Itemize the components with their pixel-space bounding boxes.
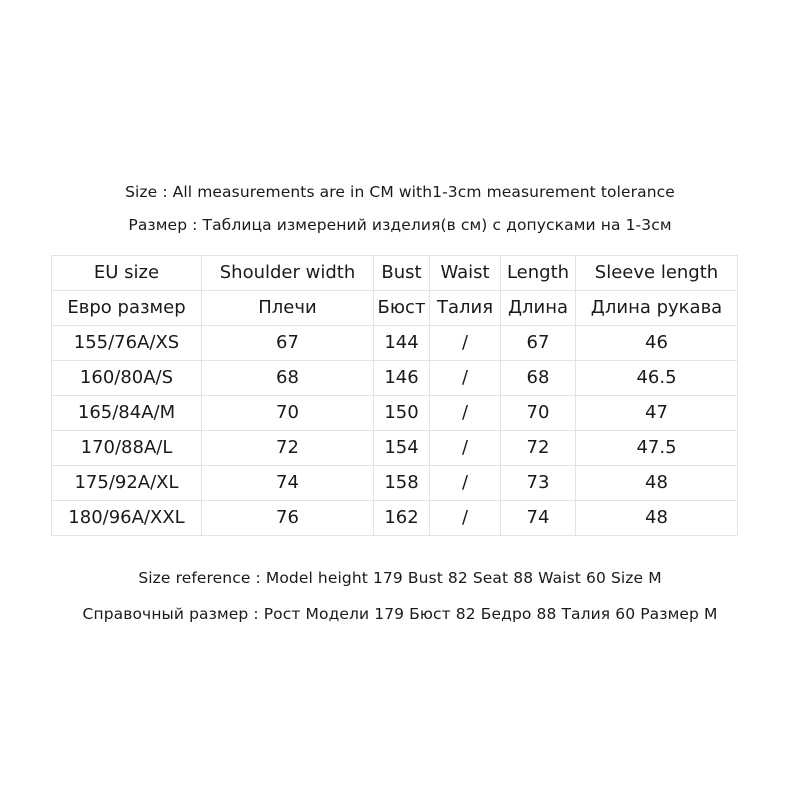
table-cell: 48 [576,466,738,501]
table-cell: 46 [576,326,738,361]
table-cell: / [430,326,501,361]
table-row [52,396,738,431]
table-row [52,501,738,536]
table-cell: 175/92A/XL [52,466,202,501]
table-cell: 76 [202,501,374,536]
column-header: Бюст [374,291,430,326]
table-cell: 70 [202,396,374,431]
table-cell: / [430,361,501,396]
table-cell: 144 [374,326,430,361]
table-cell: 68 [501,361,576,396]
column-header: Длина рукава [576,291,738,326]
table-cell: 154 [374,431,430,466]
model-reference-russian: Справочный размер : Рост Модели 179 Бюст 82 Бедро 88 Талия 60 Размер M [82,605,718,623]
table-cell: 70 [501,396,576,431]
table-cell: / [430,431,501,466]
header-row-english [52,256,738,291]
table-cell: 158 [374,466,430,501]
column-header: Плечи [202,291,374,326]
table-cell: 162 [374,501,430,536]
table-cell: 74 [202,466,374,501]
column-header: Shoulder width [202,256,374,291]
table-row [52,431,738,466]
table-row [52,466,738,501]
column-header: Waist [430,256,501,291]
table-row [52,326,738,361]
table-cell: 47 [576,396,738,431]
table-cell: / [430,501,501,536]
size-chart-table [51,255,738,536]
table-cell: / [430,396,501,431]
header-row-russian [52,291,738,326]
table-cell: 74 [501,501,576,536]
column-header: Талия [430,291,501,326]
table-cell: 165/84A/M [52,396,202,431]
column-header: EU size [52,256,202,291]
table-cell: 47.5 [576,431,738,466]
table-row [52,361,738,396]
measurement-note-russian: Размер : Таблица измерений изделия(в см) с допусками на 1-3см [128,216,672,234]
table-cell: 155/76A/XS [52,326,202,361]
measurement-note-english: Size : All measurements are in CM with1-3cm measurement tolerance [125,183,675,201]
model-reference-english: Size reference : Model height 179 Bust 82 Seat 88 Waist 60 Size M [138,569,662,587]
column-header: Length [501,256,576,291]
column-header: Евро размер [52,291,202,326]
table-cell: / [430,466,501,501]
column-header: Длина [501,291,576,326]
table-cell: 67 [202,326,374,361]
table-cell: 72 [501,431,576,466]
table-cell: 48 [576,501,738,536]
table-cell: 150 [374,396,430,431]
table-cell: 67 [501,326,576,361]
table-cell: 160/80A/S [52,361,202,396]
table-cell: 170/88A/L [52,431,202,466]
table-cell: 73 [501,466,576,501]
table-cell: 146 [374,361,430,396]
table-cell: 68 [202,361,374,396]
table-cell: 180/96A/XXL [52,501,202,536]
column-header: Bust [374,256,430,291]
column-header: Sleeve length [576,256,738,291]
table-cell: 72 [202,431,374,466]
table-cell: 46.5 [576,361,738,396]
